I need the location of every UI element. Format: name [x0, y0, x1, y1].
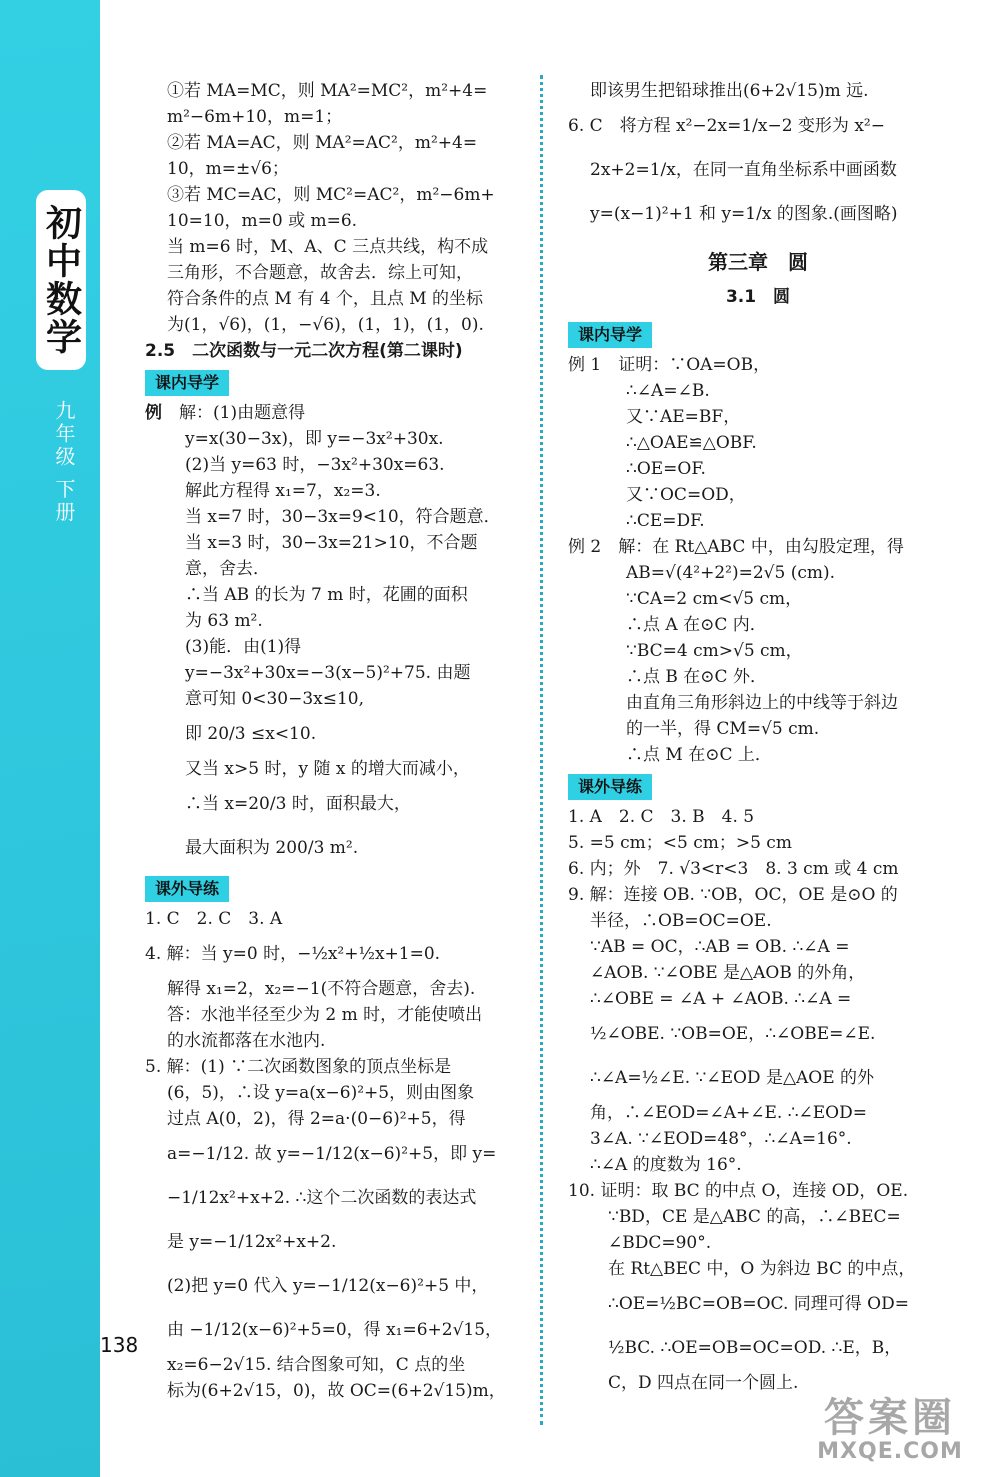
grade-label: 九年级 下册 — [52, 400, 76, 525]
left-column — [145, 78, 520, 1404]
text-line: 为(1，√6)，(1，−√6)，(1，1)，(1，0). — [167, 315, 484, 335]
example-label: 例 — [145, 403, 162, 423]
text-line: ②若 MA=AC，则 MA²=AC²，m²+4= — [167, 133, 478, 153]
text-line: 2x+2=1/x，在同一直角坐标系中画函数 — [590, 160, 897, 180]
text-line: ∴∠A 的度数为 16°. — [590, 1155, 742, 1175]
text-line: 10=10，m=0 或 m=6. — [167, 211, 358, 231]
text-line: 答：水池半径至少为 2 m 时，才能使喷出 — [167, 1005, 483, 1025]
text-line: ½∠OBE. ∵OB=OE，∴∠OBE=∠E. — [590, 1024, 876, 1044]
text-line: y=−3x²+30x=−3(x−5)²+75. 由题 — [185, 663, 471, 683]
text-line: 由直角三角形斜边上的中线等于斜边 — [626, 693, 898, 713]
text-line: ∠BDC=90°. — [608, 1233, 712, 1253]
answers-line: 1. A 2. C 3. B 4. 5 — [568, 807, 755, 827]
section-title: 2.5 二次函数与一元二次方程(第二课时) — [145, 341, 463, 361]
text-line: ½BC. ∴OE=OB=OC=OD. ∴E，B， — [608, 1338, 902, 1358]
subject-badge — [36, 190, 86, 370]
text-line: 由 −1/12(x−6)²+5=0，得 x₁=6+2√15， — [167, 1320, 503, 1340]
text-line: 解此方程得 x₁=7，x₂=3. — [185, 481, 381, 501]
answers-line: 1. C 2. C 3. A — [145, 909, 283, 929]
example-line: 例 2 解：在 Rt△ABC 中，由勾股定理，得 — [568, 537, 904, 557]
column-divider — [540, 75, 543, 1425]
text-line: ∠AOB. ∵∠OBE 是△AOB 的外角， — [590, 963, 866, 983]
text-line: ①若 MA=MC，则 MA²=MC²，m²+4= — [167, 81, 488, 101]
subchapter-title: 3.1 圆 — [725, 287, 791, 307]
text-line: (2)当 y=63 时，−3x²+30x=63. — [185, 455, 445, 475]
page-number: 138 — [100, 1333, 139, 1357]
sidebar — [0, 0, 100, 1477]
text-line: 过点 A(0，2)，得 2=a·(0−6)²+5，得 — [167, 1109, 466, 1129]
text-line: m²−6m+10，m=1； — [167, 107, 343, 127]
text-line: ∴点 A 在⊙C 内． — [626, 615, 767, 635]
text-line: 3∠A. ∵∠EOD=48°，∴∠A=16°. — [590, 1129, 852, 1149]
text-line: 最大面积为 200/3 m². — [185, 838, 359, 858]
text-line: 符合条件的点 M 有 4 个，且点 M 的坐标 — [167, 289, 484, 309]
text-line: ∵CA=2 cm<√5 cm， — [626, 589, 803, 609]
text-line: (2)把 y=0 代入 y=−1/12(x−6)²+5 中， — [167, 1276, 489, 1296]
text-line: ∵BD，CE 是△ABC 的高，∴∠BEC= — [608, 1207, 901, 1227]
text-line: 解得 x₁=2，x₂=−1(不符合题意，舍去). — [167, 979, 476, 999]
example-text: 解：(1)由题意得 — [179, 403, 306, 423]
example-line: 例 1 证明：∵OA=OB， — [568, 355, 771, 375]
text-line: 又∵AE=BF， — [626, 407, 741, 427]
text-line: ∴当 x=20/3 时，面积最大， — [185, 794, 411, 814]
question-line: 4. 解：当 y=0 时，−½x²+½x+1=0. — [145, 944, 441, 964]
answers-line: 5. =5 cm；<5 cm；>5 cm — [568, 833, 792, 853]
text-line: 当 x=3 时，30−3x=21>10，不合题 — [185, 533, 478, 553]
text-line: 即该男生把铅球推出(6+2√15)m 远. — [590, 81, 869, 101]
subject-label: 初中数学 — [40, 204, 82, 356]
text-line: 标为(6+2√15，0)，故 OC=(6+2√15)m， — [167, 1381, 506, 1401]
tag-after-class: 课外导练 — [145, 876, 229, 902]
text-line: 意，舍去． — [185, 559, 270, 579]
text-line: 的水流都落在水池内. — [167, 1031, 326, 1051]
text-line: y=(x−1)²+1 和 y=1/x 的图象.(画图略) — [590, 204, 898, 224]
text-line: y=x(30−3x)，即 y=−3x²+30x. — [185, 429, 444, 449]
tag-in-class: 课内导学 — [145, 370, 229, 396]
text-line: ∴OE=½BC=OB=OC. 同理可得 OD= — [608, 1294, 909, 1314]
tag-in-class: 课内导学 — [568, 322, 652, 348]
text-line: 在 Rt△BEC 中，O 为斜边 BC 的中点， — [608, 1259, 916, 1279]
text-line: a=−1/12. 故 y=−1/12(x−6)²+5，即 y= — [167, 1144, 497, 1164]
text-line: 又当 x>5 时，y 随 x 的增大而减小， — [185, 759, 470, 779]
text-line: ∴当 AB 的长为 7 m 时，花圃的面积 — [185, 585, 468, 605]
example-line — [145, 400, 520, 426]
text-line: ∵BC=4 cm>√5 cm， — [626, 641, 803, 661]
question-line: 10. 证明：取 BC 的中点 O，连接 OD，OE. — [568, 1181, 909, 1201]
question-line: 5. 解：(1) ∵二次函数图象的顶点坐标是 — [145, 1057, 452, 1077]
text-line: ∴CE=DF. — [626, 511, 705, 531]
text-line: (3)能．由(1)得 — [185, 637, 302, 657]
watermark-url: MXQE.COM — [817, 1439, 963, 1464]
text-line: (6，5)，∴设 y=a(x−6)²+5，则由图象 — [167, 1083, 475, 1103]
text-line: −1/12x²+x+2. ∴这个二次函数的表达式 — [167, 1188, 477, 1208]
text-line: 又∵OC=OD， — [626, 485, 746, 505]
text-line: ∴∠OBE = ∠A + ∠AOB. ∴∠A = — [590, 989, 852, 1009]
text-line: 三角形，不合题意，故舍去．综上可知， — [167, 263, 473, 283]
text-line: C，D 四点在同一个圆上. — [608, 1373, 799, 1393]
text-line: ∴∠A=½∠E. ∵∠EOD 是△AOE 的外 — [590, 1068, 875, 1088]
text-line: 为 63 m². — [185, 611, 263, 631]
text-line: AB=√(4²+2²)=2√5 (cm). — [626, 563, 836, 583]
text-line: ③若 MC=AC，则 MC²=AC²，m²−6m+ — [167, 185, 495, 205]
text-line: 是 y=−1/12x²+x+2. — [167, 1232, 337, 1252]
text-line: ∴点 B 在⊙C 外． — [626, 667, 767, 687]
question-line: 9. 解：连接 OB. ∵OB，OC，OE 是⊙O 的 — [568, 885, 898, 905]
right-column — [568, 78, 948, 1396]
text-line: 10，m=±√6； — [167, 159, 289, 179]
text-line: 当 x=7 时，30−3x=9<10，符合题意． — [185, 507, 501, 527]
tag-after-class: 课外导练 — [568, 774, 652, 800]
text-line: 当 m=6 时，M、A、C 三点共线，构不成 — [167, 237, 489, 257]
text-line: ∴∠A=∠B. — [626, 381, 710, 401]
text-line: 即 20/3 ≤x<10. — [185, 724, 317, 744]
watermark-text: 答案圈 — [824, 1395, 956, 1441]
text-line: x₂=6−2√15. 结合图象可知，C 点的坐 — [167, 1355, 466, 1375]
text-line: ∴△OAE≌△OBF. — [626, 433, 757, 453]
watermark-logo — [795, 1395, 985, 1465]
text-line: ∴OE=OF. — [626, 459, 706, 479]
answers-line: 6. 内；外 7. √3<r<3 8. 3 cm 或 4 cm — [568, 859, 899, 879]
text-line: 半径，∴OB=OC=OE. — [590, 911, 772, 931]
text-line: ∵AB = OC，∴AB = OB. ∴∠A = — [590, 937, 850, 957]
text-line: ∴点 M 在⊙C 上． — [626, 745, 772, 765]
question-line: 6. C 将方程 x²−2x=1/x−2 变形为 x²− — [568, 116, 885, 136]
text-line: 角，∴∠EOD=∠A+∠E. ∴∠EOD= — [590, 1103, 867, 1123]
text-line: 意可知 0<30−3x≤10, — [185, 689, 365, 709]
text-line: 的一半，得 CM=√5 cm. — [626, 719, 820, 739]
chapter-title: 第三章 圆 — [708, 250, 808, 274]
